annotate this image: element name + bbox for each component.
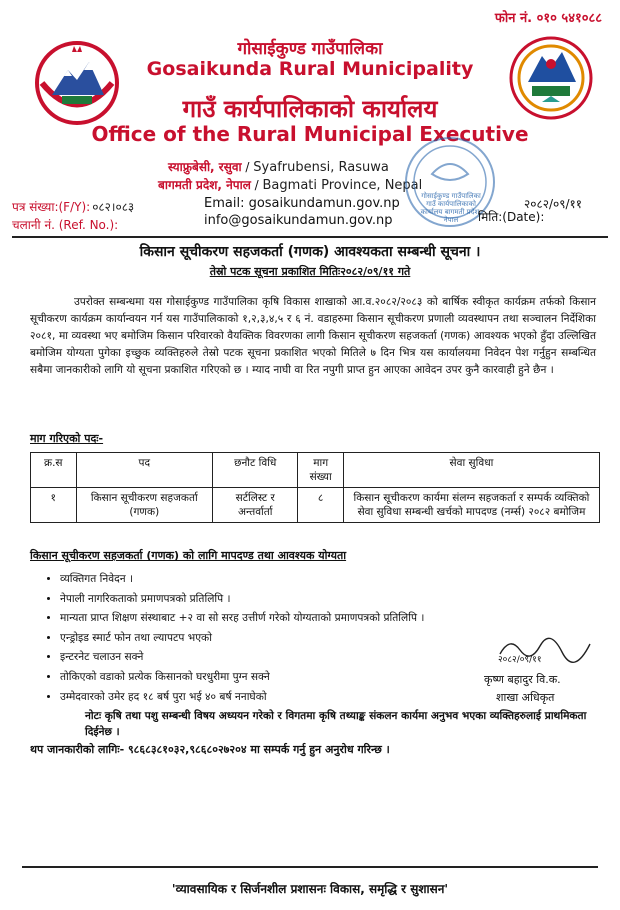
- col-selection: छनौट विधि: [213, 453, 298, 488]
- cell-post: किसान सूचीकरण सहजकर्ता (गणक): [76, 488, 213, 523]
- notice-title: किसान सूचीकरण सहजकर्ता (गणक) आवश्यकता सम्बन्धी सूचना ।: [139, 244, 481, 260]
- address-1-en: Syafrubensi, Rasuwa: [253, 160, 389, 175]
- list-item: • उम्मेदवारको उमेर हद १८ बर्ष पुरा भई ४० बर्ष ननाघेको: [60, 688, 620, 708]
- list-item: • तोकिएको वडाको प्रत्येक किसानको घरधुरीमा पुग्न सक्ने: [60, 668, 620, 688]
- cell-demand: ८: [298, 488, 344, 523]
- municipality-name-en: Gosaikunda Rural Municipality: [146, 58, 474, 80]
- signature-mark: [490, 632, 600, 668]
- signer-name: कृष्ण बहादुर वि.क.: [484, 673, 561, 686]
- address-1-np: स्याफ्रुबेसी, रसुवा: [168, 160, 242, 174]
- list-item: • मान्यता प्राप्त शिक्षण संस्थाबाट +२ वा सो सरह उत्तीर्ण गरेको योग्यताको प्रमाणपत्रको प्रतिलिपि ।: [60, 609, 620, 629]
- qualification-heading: किसान सूचीकरण सहजकर्ता (गणक) को लागि मापदण्ड तथा आवश्यक योग्यता: [30, 549, 347, 562]
- list-item: • नेपाली नागरिकताको प्रमाणपत्रको प्रतिलिपि ।: [60, 590, 620, 610]
- ref-fy-label: पत्र संख्या:(F/Y):: [12, 200, 91, 214]
- email-line-2: info@gosaikundamun.gov.np: [204, 213, 393, 228]
- footer-slogan: 'व्यावसायिक र सिर्जनशील प्रशासनः विकास, समृद्धि र सुशासन': [171, 882, 449, 896]
- date-value: २०८२/०९/११: [524, 197, 583, 211]
- footer-divider: [22, 866, 598, 868]
- municipality-name-np: गोसाईकुण्ड गाउँपालिका: [237, 39, 383, 59]
- list-item: • एन्ड्रोइड स्मार्ट फोन तथा ल्यापटप भएको: [60, 629, 620, 649]
- stamp-text: गोसाईकुण्ड गाउँपालिका गाउँ कार्यपालिकाको कार्यालय बागमती प्रदेश, नेपाल: [420, 192, 482, 224]
- cell-serial: १: [31, 488, 77, 523]
- posts-table: [30, 452, 600, 523]
- posts-heading: माग गरिएको पदः-: [30, 432, 104, 445]
- col-demand: माग संख्या: [298, 453, 344, 488]
- col-post: पद: [76, 453, 213, 488]
- office-name-np: गाउँ कार्यपालिकाको कार्यालय: [182, 95, 438, 123]
- notice-subtitle: तेस्रो पटक सूचना प्रकाशित मितिः२०८२/०९/११ गते: [209, 265, 411, 278]
- table-header-row: [31, 453, 600, 488]
- office-phone: फोन नं. ०१० ५४१०८८: [494, 11, 602, 26]
- email-line-1: Email: gosaikundamun.gov.np: [204, 196, 400, 211]
- col-serial: क्र.स: [31, 453, 77, 488]
- notice-paragraph: उपरोक्त सम्बन्धमा यस गोसाईकुण्ड गाउँपालिका कृषि विकास शाखाको आ.व.२०८२/२०८३ को बार्षिक स्वीकृत कार्यक्रम तर्फको किसान सूचीकरण कार्यक्रम कार्यान्वयन गर्न यस गाउँपालिकाको १,२,३,४,५ र ६ नं. वडाहरुमा किसान सूचीकरण प्रणाली व्यवस्थापन तथा सञ्चालन निर्देशिका २०८१, मा व्यवस्था भए बमोजिम किसान परिवारको वैयक्तिक विवरणका लागी किसान सूचीकरण सहजकर्ता (गणक) आवश्यक भएको हुँदा उल्लिखित बमोजिम योग्यता पुगेका इच्छुक व्यक्तिहरुले तेस्रो पटक सूचना प्रकाशित भएको मितिले ७ दिन भित्र यस कार्यालयमा निवेदन पेश गर्नुहुन सम्बन्धित सबैमा जानकारीको लागि यो सूचना प्रकाशित गरिएको छ । म्याद नाघी वा रित नपुगी प्राप्त हुन आएका आवेदन उपर कुनै कारवाही हुने छैन ।: [30, 296, 596, 376]
- table-row: [31, 488, 600, 523]
- list-item: • व्यक्तिगत निवेदन ।: [60, 570, 620, 590]
- note-text: नोटः कृषि तथा पशु सम्बन्धी विषय अध्ययन गरेको र विगतमा कृषि तथ्याङ्क संकलन कार्यमा अनुभव भएका व्यक्तिहरुलाई प्राथमिकता दिईनेछ ।: [85, 710, 587, 738]
- signature-date: २०८२/०९/११: [498, 655, 542, 665]
- contact-info: थप जानकारीको लागिः- ९८६८३८१०३२,९८६८०२७२०४ मा सम्पर्क गर्नु हुन अनुरोध गरिन्छ ।: [30, 743, 390, 756]
- header-divider: [12, 236, 608, 238]
- address-2-en: Bagmati Province, Nepal: [262, 178, 423, 193]
- address-line-2: बागमती प्रदेश, नेपाल / Bagmati Province, Nepal: [158, 178, 423, 193]
- cell-facility: किसान सूचीकरण कार्यमा संलग्न सहजकर्ता र सम्पर्क व्यक्तिको सेवा सुविधा सम्बन्धी खर्चको मापदण्ड (नर्म्स) २०८२ बमोजिम: [343, 488, 599, 523]
- address-2-np: बागमती प्रदेश, नेपाल: [158, 178, 251, 192]
- address-line-1: स्याफ्रुबेसी, रसुवा / Syafrubensi, Rasuwa: [168, 160, 389, 175]
- ref-number-label: चलानी नं. (Ref. No.):: [12, 218, 119, 232]
- ref-fiscal-year: [12, 198, 134, 215]
- col-facility: सेवा सुविधा: [343, 453, 599, 488]
- signer-title: शाखा अधिकृत: [496, 691, 555, 704]
- date-label: मिति:(Date):: [478, 210, 545, 224]
- cell-selection: सर्टलिस्ट र अन्तर्वार्ता: [213, 488, 298, 523]
- list-item: • इन्टरनेट चलाउन सक्ने: [60, 648, 620, 668]
- office-name-en: Office of the Rural Municipal Executive: [91, 122, 529, 146]
- ref-fy-value: ०८२।०८३: [92, 200, 135, 214]
